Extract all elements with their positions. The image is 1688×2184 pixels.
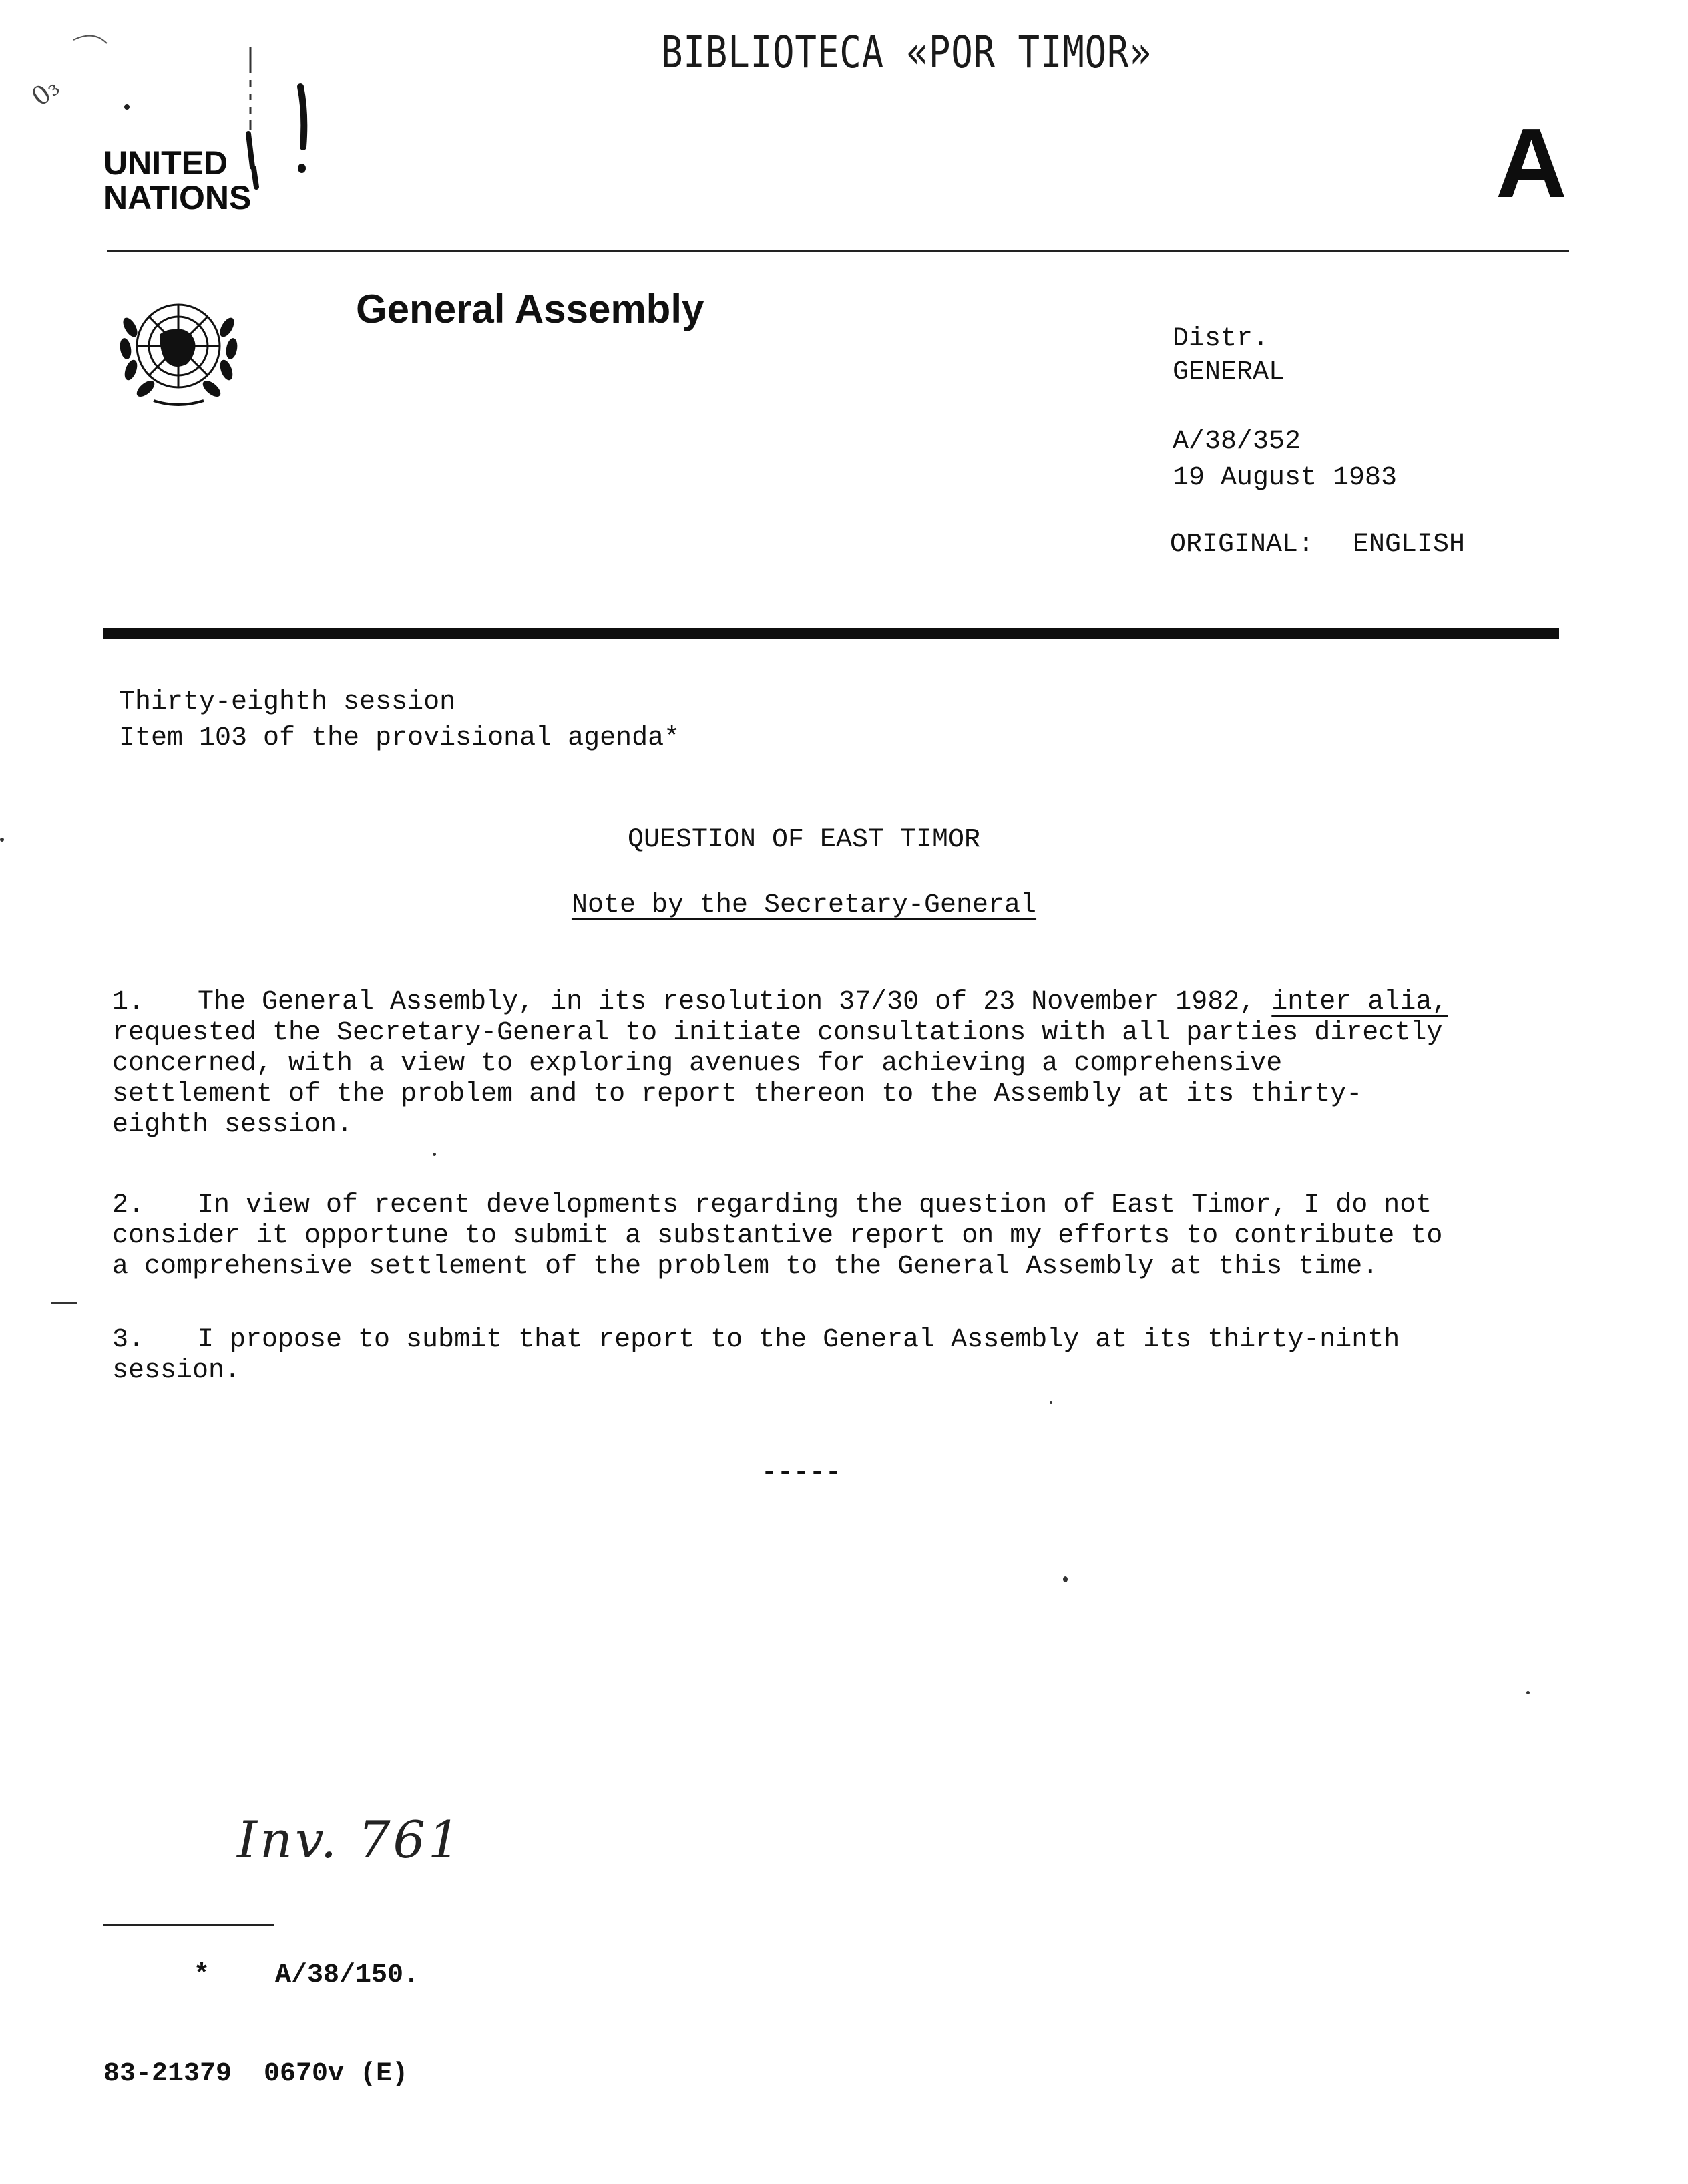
document-title: QUESTION OF EAST TIMOR [627,825,981,855]
ink-marks [20,13,341,227]
org-name-line1: UNITED [103,144,228,182]
handwritten-inventory-note: Inv. 761 [237,1810,463,1869]
paragraph-3 [112,1325,1501,1387]
paragraph-line: eighth session. [112,1110,353,1140]
original-label: ORIGINAL: [1170,530,1315,560]
paragraph-number: 1. [112,987,145,1017]
end-separator: ----- [761,1458,842,1488]
paragraph-line: The General Assembly, in its resolution 37/30 of 23 November 1982, [198,987,1256,1017]
agenda-item-line: Item 103 of the provisional agenda* [119,723,680,753]
paragraph-line: settlement of the problem and to report thereon to the Assembly at its thirty- [112,1079,1363,1109]
document-date: 19 August 1983 [1173,463,1398,493]
session-line: Thirty-eighth session [119,687,456,717]
paragraph-2 [112,1190,1501,1282]
latin-phrase: inter alia, [1271,987,1448,1017]
paragraph-line: In view of recent developments regarding the question of East Timor, I do not [198,1190,1432,1220]
paragraph-line: concerned, with a view to exploring avenues for achieving a comprehensive [112,1049,1283,1079]
distr-label: Distr. [1173,324,1269,354]
svg-text:0₃: 0₃ [25,72,65,112]
scan-speck [1063,1576,1068,1582]
document-subtitle-text: Note by the Secretary-General [571,890,1037,920]
paragraph-line: I propose to submit that report to the General Assembly at its thirty-ninth [198,1325,1400,1355]
un-emblem-icon [107,287,250,411]
library-stamp: BIBLIOTECA «POR TIMOR» [661,27,1152,78]
scan-speck [0,838,4,842]
document-subtitle [0,888,1648,923]
org-name-line2: NATIONS [103,179,252,216]
paragraph-line: requested the Secretary-General to initiate consultations with all parties directly [112,1018,1443,1048]
document-symbol: A/38/352 [1173,427,1301,457]
paragraph-1 [112,987,1501,1141]
footnote-marker: * [194,1960,210,1990]
series-letter: A [1496,108,1567,218]
scan-speck [1526,1691,1530,1694]
footnote-rule [103,1924,274,1926]
original-value: ENGLISH [1353,530,1466,560]
paragraph-line: consider it opportune to submit a substantive report on my efforts to contribute to [112,1221,1443,1251]
main-rule [103,628,1559,639]
paragraph-line: session. [112,1356,241,1386]
paragraph-number: 2. [112,1190,145,1220]
footnote-text: A/38/150. [275,1960,420,1990]
paragraph-line: a comprehensive settlement of the problem to the General Assembly at this time. [112,1252,1379,1282]
scan-speck [433,1153,436,1156]
paragraph-number: 3. [112,1325,145,1355]
body-title: General Assembly [356,287,704,331]
scan-speck [1050,1401,1052,1404]
job-number: 83-21379 0670v (E) [103,2059,409,2089]
header-rule [107,250,1569,252]
distr-value: GENERAL [1173,357,1285,387]
scan-speck [51,1302,77,1304]
